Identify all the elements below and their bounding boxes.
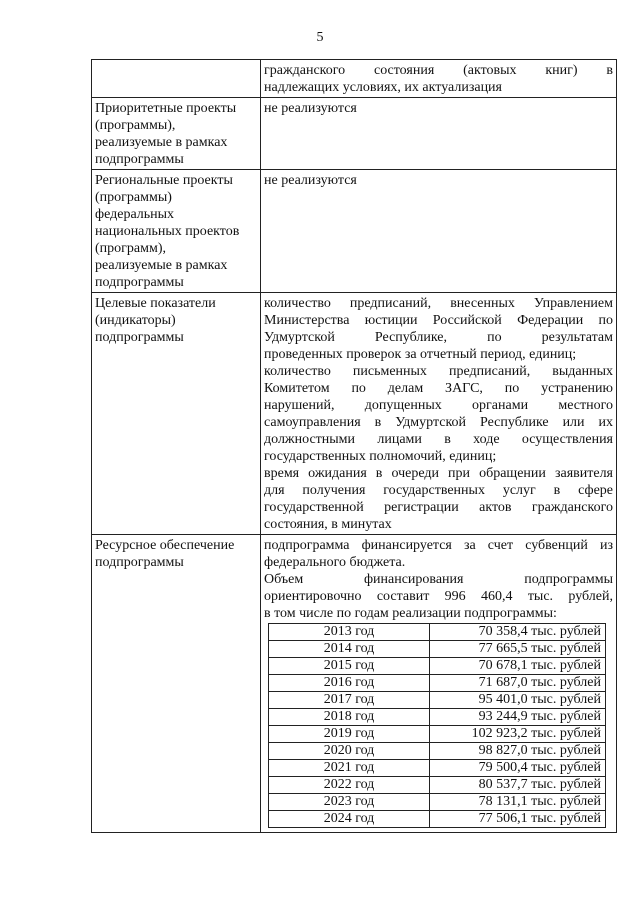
subprogram-passport-table (91, 59, 617, 833)
year-cell: 2024 год (269, 811, 430, 828)
indicators-line-14: состояния, в минутах (264, 517, 392, 532)
table-row (269, 794, 606, 811)
resources-line-5: в том числе по годам реализации подпрограммы: (264, 606, 557, 621)
priority-label-line-3: реализуемые в рамках (95, 135, 228, 150)
regional-label-line-5: (программ), (95, 241, 166, 256)
indicators-label-line-2: (индикаторы) (95, 313, 176, 328)
resource-provision-row (92, 535, 617, 833)
year-cell: 2021 год (269, 760, 430, 777)
table-row (269, 675, 606, 692)
indicators-line-4: проведенных проверок за отчетный период, единиц; (264, 347, 577, 362)
indicators-line-11: время ожидания в очереди при обращении заявителя (264, 466, 613, 481)
continuation-line-2: надлежащих условиях, их актуализация (264, 80, 502, 95)
year-cell: 2018 год (269, 709, 430, 726)
year-cell: 2015 год (269, 658, 430, 675)
priority-label-line-4: подпрограммы (95, 152, 184, 167)
year-cell: 2022 год (269, 777, 430, 794)
year-cell: 2016 год (269, 675, 430, 692)
table-row (269, 624, 606, 641)
regional-label-line-1: Региональные проекты (95, 173, 233, 188)
priority-projects-row (92, 98, 617, 170)
regional-value: не реализуются (264, 173, 357, 188)
indicators-line-12: для получения государственных услуг в сфере (264, 483, 613, 498)
continuation-label-cell (92, 60, 261, 98)
regional-label-line-6: реализуемые в рамках (95, 258, 228, 273)
resources-line-4: ориентировочно составит 996 460,4 тыс. рублей, (264, 589, 613, 604)
year-cell: 2020 год (269, 743, 430, 760)
indicators-line-5: количество письменных предписаний, выданных (264, 364, 613, 379)
table-row (269, 658, 606, 675)
amount-cell: 95 401,0 тыс. рублей (430, 692, 606, 709)
amount-cell: 102 923,2 тыс. рублей (430, 726, 606, 743)
table-row (269, 641, 606, 658)
resources-label-line-2: подпрограммы (95, 555, 184, 570)
year-cell: 2017 год (269, 692, 430, 709)
indicators-line-2: Министерства юстиции Российской Федерации по (264, 313, 613, 328)
amount-cell: 77 506,1 тыс. рублей (430, 811, 606, 828)
regional-projects-value-cell (261, 170, 617, 293)
year-cell: 2019 год (269, 726, 430, 743)
continuation-row (92, 60, 617, 98)
indicators-line-13: государственной регистрации актов гражданского (264, 500, 613, 515)
table-row (269, 692, 606, 709)
target-indicators-label-cell (92, 293, 261, 535)
amount-cell: 78 131,1 тыс. рублей (430, 794, 606, 811)
target-indicators-row (92, 293, 617, 535)
continuation-line-1: гражданского состояния (актовых книг) в (264, 63, 613, 78)
amount-cell: 80 537,7 тыс. рублей (430, 777, 606, 794)
indicators-label-line-3: подпрограммы (95, 330, 184, 345)
table-row (269, 811, 606, 828)
amount-cell: 98 827,0 тыс. рублей (430, 743, 606, 760)
amount-cell: 79 500,4 тыс. рублей (430, 760, 606, 777)
priority-projects-label-cell (92, 98, 261, 170)
year-cell: 2013 год (269, 624, 430, 641)
regional-label-line-2: (программы) (95, 190, 172, 205)
priority-label-line-1: Приоритетные проекты (95, 101, 237, 116)
regional-label-line-7: подпрограммы (95, 275, 184, 290)
amount-cell: 71 687,0 тыс. рублей (430, 675, 606, 692)
indicators-label-line-1: Целевые показатели (95, 296, 216, 311)
regional-projects-label-cell (92, 170, 261, 293)
indicators-line-8: самоуправления в Удмуртской Республике или их (264, 415, 613, 430)
amount-cell: 70 678,1 тыс. рублей (430, 658, 606, 675)
resources-label-line-1: Ресурсное обеспечение (95, 538, 235, 553)
amount-cell: 93 244,9 тыс. рублей (430, 709, 606, 726)
resources-line-2: федерального бюджета. (264, 555, 406, 570)
page-number: 5 (316, 30, 324, 45)
table-row (269, 743, 606, 760)
regional-label-line-3: федеральных (95, 207, 175, 222)
indicators-line-7: нарушений, допущенных органами местного (264, 398, 613, 413)
table-row (269, 777, 606, 794)
table-row (269, 709, 606, 726)
continuation-value-cell (261, 60, 617, 98)
funding-by-year-table (268, 623, 606, 828)
target-indicators-value-cell (261, 293, 617, 535)
amount-cell: 77 665,5 тыс. рублей (430, 641, 606, 658)
indicators-line-3: Удмуртской Республике, по результатам (264, 330, 613, 345)
indicators-line-1: количество предписаний, внесенных Управлением (264, 296, 613, 311)
priority-projects-value-cell (261, 98, 617, 170)
amount-cell: 70 358,4 тыс. рублей (430, 624, 606, 641)
priority-value: не реализуются (264, 101, 357, 116)
resource-provision-value-cell (261, 535, 617, 833)
priority-label-line-2: (программы), (95, 118, 176, 133)
resources-line-3: Объем финансирования подпрограммы (264, 572, 613, 587)
table-row (269, 726, 606, 743)
indicators-line-6: Комитетом по делам ЗАГС, по устранению (264, 381, 613, 396)
regional-projects-row (92, 170, 617, 293)
resources-line-1: подпрограмма финансируется за счет субвенций из (264, 538, 613, 553)
regional-label-line-4: национальных проектов (95, 224, 240, 239)
indicators-line-9: должностными лицами в ходе осуществления (264, 432, 613, 447)
year-cell: 2023 год (269, 794, 430, 811)
indicators-line-10: государственных полномочий, единиц; (264, 449, 497, 464)
table-row (269, 760, 606, 777)
resource-provision-label-cell (92, 535, 261, 833)
year-cell: 2014 год (269, 641, 430, 658)
